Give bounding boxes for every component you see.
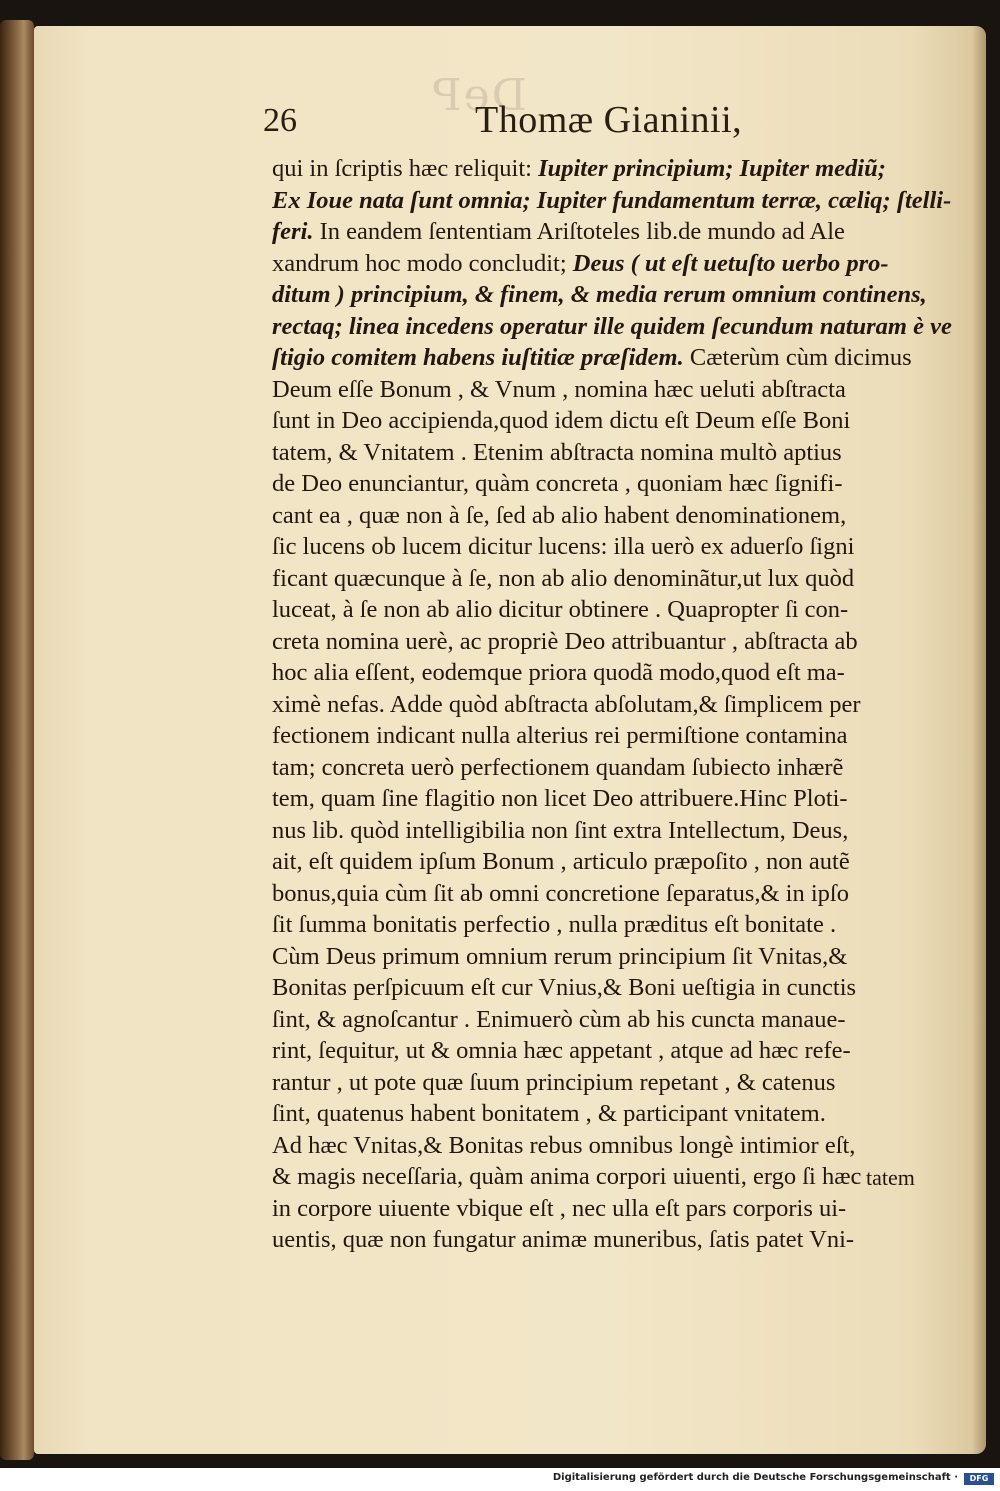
text-line <box>272 657 972 689</box>
italic-quote: Iupiter principium; Iupiter mediũ; <box>538 155 886 182</box>
text-segment: rantur , ut pote quæ ſuum principium repetant , & catenus <box>272 1068 836 1096</box>
text-line <box>272 752 972 784</box>
text-line <box>272 941 972 973</box>
text-line <box>272 1224 972 1256</box>
text-line <box>272 1004 972 1036</box>
text-line <box>272 563 972 595</box>
text-line <box>272 1067 972 1099</box>
text-line <box>272 405 972 437</box>
text-segment: Cùm Deus primum omnium rerum principium ſit Vnitas,& <box>272 942 848 970</box>
text-line <box>272 216 972 248</box>
text-segment: tam; concreta uerò perfectionem quandam ſubiecto inhærẽ <box>272 753 844 781</box>
text-line <box>272 689 972 721</box>
text-line <box>272 153 972 185</box>
running-head: Thomæ Gianinii, <box>475 99 743 141</box>
page-edge-shadow <box>972 26 986 1454</box>
text-segment: bonus,quia cùm ſit ab omni concretione ſeparatus,& in ipſo <box>272 879 849 907</box>
text-segment: Ad hæc Vnitas,& Bonitas rebus omnibus longè intimior eſt, <box>272 1131 856 1159</box>
text-line <box>272 248 972 280</box>
book-binding <box>0 20 34 1460</box>
show-through-text: DeP <box>430 70 527 121</box>
text-segment: In eandem ſententiam Ariſtoteles lib.de mundo ad Ale <box>313 218 845 245</box>
text-segment: cant ea , quæ non à ſe, ſed ab alio habent denominationem, <box>272 501 847 529</box>
text-line <box>272 909 972 941</box>
text-line <box>272 185 972 217</box>
text-line <box>272 626 972 658</box>
page-number: 26 <box>263 102 297 139</box>
italic-quote: ditum ) principium, & finem, & media rerum omnium continens, <box>272 281 927 308</box>
text-line <box>272 972 972 1004</box>
text-segment: ſic lucens ob lucem dicitur lucens: illa uerò ex aduerſo ſigni <box>272 533 855 560</box>
italic-quote: ſtigio comitem habens iuſtitiæ præſidem. <box>272 344 684 371</box>
text-segment: ſunt in Deo accipienda,quod idem dictu eſt Deum eſſe Boni <box>272 407 851 434</box>
text-segment: ſint, & agnoſcantur . Enimuerò cùm ab his cuncta manaue- <box>272 1005 846 1033</box>
text-line <box>272 878 972 910</box>
text-line <box>272 594 972 626</box>
text-segment: ficant quæcunque à ſe, non ab alio denominãtur,ut lux quòd <box>272 564 855 592</box>
catchword: tatem <box>866 1165 915 1190</box>
dfg-logo: DFG <box>964 1473 994 1485</box>
text-line <box>272 500 972 532</box>
text-line <box>272 783 972 815</box>
italic-quote: rectaq; linea incedens operatur ille quidem ſecundum naturam è ve <box>272 312 952 340</box>
text-line <box>272 1098 972 1130</box>
text-line <box>272 846 972 878</box>
text-segment: hoc alia eſſent, eodemque priora quodã modo,quod eſt ma- <box>272 659 845 686</box>
text-segment: xandrum hoc modo concludit; <box>272 249 573 277</box>
footer-credit: Digitalisierung gefördert durch die Deutsche Forschungsgemeinschaft · <box>552 1472 958 1483</box>
text-segment: Bonitas perſpicuum eſt cur Vnius,& Boni ueſtigia in cunctis <box>272 974 857 1001</box>
text-line <box>272 342 972 374</box>
footer-bar <box>0 1468 1000 1491</box>
text-line <box>272 1130 972 1162</box>
text-segment: ximè nefas. Adde quòd abſtracta abſolutam,& ſimplicem per <box>272 690 861 718</box>
text-segment: creta nomina uerè, ac propriè Deo attribuantur , abſtracta ab <box>272 627 858 655</box>
text-line <box>272 815 972 847</box>
text-segment: luceat, à ſe non ab alio dicitur obtinere . Quapropter ſi con- <box>272 596 849 623</box>
text-segment: uentis, quæ non fungatur animæ muneribus, ſatis patet Vni- <box>272 1226 855 1253</box>
italic-quote: Ex Ioue nata ſunt omnia; Iupiter fundamentum terræ, cæliq; ſtelli- <box>272 186 952 214</box>
text-segment: qui in ſcriptis hæc reliquit: <box>272 155 539 182</box>
text-segment: tatem, & Vnitatem . Etenim abſtracta nomina multò aptius <box>272 438 842 466</box>
text-segment: rint, ſequitur, ut & omnia hæc appetant , atque ad hæc refe- <box>272 1037 851 1064</box>
page-header <box>263 98 783 150</box>
text-line <box>272 1193 972 1225</box>
text-segment: Deum eſſe Bonum , & Vnum , nomina hæc ueluti abſtracta <box>272 375 846 403</box>
italic-quote: Deus ( ut eſt uetuſto uerbo pro- <box>572 249 889 277</box>
text-line <box>272 374 972 406</box>
text-segment: tem, quam ſine flagitio non licet Deo attribuere.Hinc Ploti- <box>272 785 848 812</box>
text-segment: & magis neceſſaria, quàm anima corpori uiuenti, ergo ſi hæc <box>272 1163 862 1190</box>
text-segment: nus lib. quòd intelligibilia non ſint extra Intellectum, Deus, <box>272 816 849 844</box>
text-segment: de Deo enunciantur, quàm concreta , quoniam hæc ſignifi- <box>272 470 843 497</box>
text-segment: Cæterùm cùm dicimus <box>683 344 912 371</box>
text-segment: ſint, quatenus habent bonitatem , & participant vnitatem. <box>272 1100 826 1127</box>
text-line <box>272 437 972 469</box>
text-line <box>272 531 972 563</box>
text-line <box>272 311 972 343</box>
text-line <box>272 1035 972 1067</box>
text-segment: ſit ſumma bonitatis perfectio , nulla præditus eſt bonitate . <box>272 911 837 938</box>
text-segment: ait, eſt quidem ipſum Bonum , articulo præpoſito , non autẽ <box>272 848 850 875</box>
text-segment: fectionem indicant nulla alterius rei permiſtione contamina <box>272 722 848 749</box>
italic-quote: feri. <box>272 218 314 245</box>
text-line <box>272 720 972 752</box>
text-segment: in corpore uiuente vbique eſt , nec ulla eſt pars corporis ui- <box>272 1194 847 1222</box>
text-line <box>272 279 972 311</box>
body-text <box>272 153 972 1256</box>
text-line <box>272 468 972 500</box>
